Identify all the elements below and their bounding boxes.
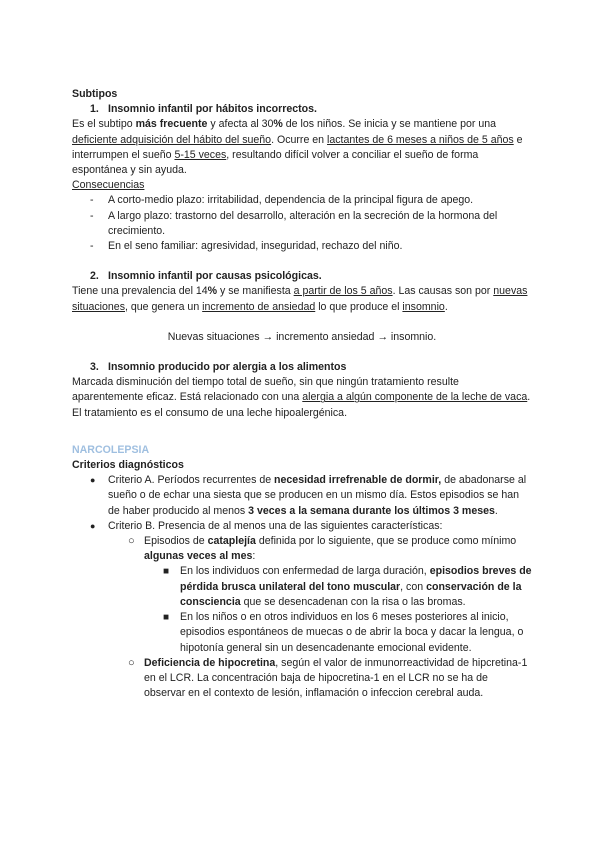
- text: . El tratamiento es el consumo de una leche hipoalergénica.: [72, 391, 531, 419]
- dash-bullet: -: [90, 240, 94, 253]
- subtipo-1-paragraph: [72, 117, 532, 178]
- text: que se desencadenan con la risa o las bromas.: [240, 595, 466, 608]
- text: .: [494, 504, 498, 517]
- text-bold: %: [273, 118, 283, 131]
- text: :: [252, 550, 256, 563]
- subtipo-3-title-text: Insomnio producido por alergia a los alimentos: [108, 361, 347, 374]
- text-underlined: a partir de los 5 años: [293, 285, 393, 298]
- list-item-text: En el seno familiar: agresividad, inseguridad, rechazo del niño.: [108, 240, 403, 253]
- text: de los niños. Se inicia y se mantiene por una: [282, 118, 497, 131]
- dash-bullet: -: [90, 194, 94, 207]
- cataplejia-sub-2: [72, 610, 532, 656]
- subtipo-2-paragraph: [72, 284, 532, 314]
- text: y se manifiesta: [217, 285, 294, 298]
- text-underlined: insomnio: [402, 300, 445, 313]
- text: Tiene una prevalencia del 14: [72, 285, 208, 298]
- cataplejia-sub-1: [72, 564, 532, 610]
- subtipo-3-paragraph: [72, 375, 532, 421]
- text: , que genera un: [125, 300, 203, 313]
- text: , con: [400, 580, 427, 593]
- bullet-square: ■: [163, 612, 170, 624]
- criterio-a: [72, 473, 532, 519]
- text: Criterio A. Períodos recurrentes de: [108, 474, 275, 487]
- subtipo-1-title: [72, 102, 532, 117]
- dash-bullet: -: [90, 209, 94, 222]
- text-bold: Deficiencia de hipocretina: [144, 656, 276, 669]
- document-page: [72, 87, 532, 701]
- subtipos-heading: Subtipos: [72, 88, 118, 100]
- bullet-circle: ○: [128, 656, 135, 669]
- text: . Las causas son por: [392, 285, 494, 298]
- cataplejia-item: [72, 534, 532, 564]
- text: Es el subtipo: [72, 118, 136, 131]
- text-underlined: deficiente adquisición del hábito del sueño: [72, 133, 272, 146]
- text: e interrumpen el sueño: [72, 133, 523, 161]
- text-bold: episodios breves de pérdida brusca unilateral del tono muscular: [180, 565, 532, 593]
- text: de abadonarse al sueño o de echar una siesta que se producen en un mismo día. Estos episodios se han de haber producido al menos: [108, 474, 527, 517]
- subtipo-3-title: [72, 360, 532, 375]
- text: Criterio B. Presencia de al menos una de las siguientes características:: [108, 519, 443, 532]
- text-bold: conservación de la consciencia: [180, 580, 522, 608]
- text-bold: cataplejía: [207, 535, 256, 548]
- formula-line: Nuevas situaciones → incremento ansiedad → insomnio.: [167, 330, 437, 343]
- text-bold: necesidad irrefrenable de dormir,: [274, 474, 442, 487]
- text: Episodios de: [144, 535, 208, 548]
- text: .: [444, 300, 448, 313]
- consecuencias-list: [72, 193, 532, 254]
- text: , resultando difícil volver a conciliar el sueño de forma espontánea y sin ayuda.: [72, 148, 479, 177]
- bullet-dot: ●: [90, 475, 96, 486]
- text-underlined: nuevas situaciones: [72, 285, 528, 313]
- text-underlined: lactantes de 6 meses a niños de 5 años: [327, 133, 514, 146]
- text: . Ocurre en: [271, 133, 328, 146]
- text: En los individuos con enfermedad de larga duración,: [180, 565, 430, 578]
- subtipo-1-title-text: Insomnio infantil por hábitos incorrectos.: [108, 103, 317, 116]
- text-bold: más frecuente: [135, 118, 208, 131]
- list-item: [72, 239, 532, 254]
- subtipo-1-number: 1.: [90, 103, 99, 116]
- text-underlined: alergia a algún componente de la leche de vaca: [302, 391, 528, 404]
- criterios-heading: Criterios diagnósticos: [72, 459, 184, 472]
- text-bold: 3 veces a la semana durante los últimos 3 meses: [248, 504, 495, 517]
- consecuencias-label: Consecuencias: [72, 179, 145, 192]
- hipocretina-item: [72, 656, 532, 702]
- text: lo que produce el: [315, 300, 403, 313]
- text: y afecta al 30: [207, 118, 274, 131]
- subtipo-3-number: 3.: [90, 361, 99, 374]
- text: En los niños o en otros individuos en los 6 meses posteriores al inicio, episodios espontáneos de muecas o de abrir la boca y dacar la lengua, o hipotonía general sin un desencadenante emocional evidente.: [180, 611, 524, 654]
- list-item-text: A largo plazo: trastorno del desarrollo, alteración en la secreción de la hormona del crecimiento.: [108, 209, 498, 237]
- list-item: [72, 209, 532, 239]
- text: definida por lo siguiente, que se produce como mínimo: [255, 535, 517, 548]
- narcolepsia-heading: NARCOLEPSIA: [72, 443, 150, 456]
- subtipo-2-title-text: Insomnio infantil por causas psicológicas.: [108, 270, 322, 283]
- text-bold: algunas veces al mes: [144, 550, 253, 563]
- text: Marcada disminución del tiempo total de sueño, sin que ningún tratamiento resulte aparentemente eficaz. Está relacionado con una: [72, 376, 459, 404]
- text-underlined: incremento de ansiedad: [202, 300, 316, 313]
- bullet-dot: ●: [90, 520, 96, 531]
- bullet-square: ■: [163, 566, 170, 578]
- criterio-b: [72, 519, 532, 534]
- subtipo-2-number: 2.: [90, 270, 99, 283]
- text: , según el valor de inmunorreactividad de hipcretina-1 en el LCR. La concentración baja de hipocretina-1 en el LCR no se ha de observar en el contexto de lesión, inflamación o infeccion cerebral auda.: [144, 656, 528, 700]
- text-underlined: 5-15 veces: [174, 148, 227, 161]
- list-item-text: A corto-medio plazo: irritabilidad, dependencia de la principal figura de apego.: [108, 194, 474, 207]
- bullet-circle: ○: [128, 535, 135, 548]
- subtipo-2-title: [72, 269, 532, 284]
- list-item: [72, 193, 532, 208]
- text-bold: %: [207, 285, 218, 298]
